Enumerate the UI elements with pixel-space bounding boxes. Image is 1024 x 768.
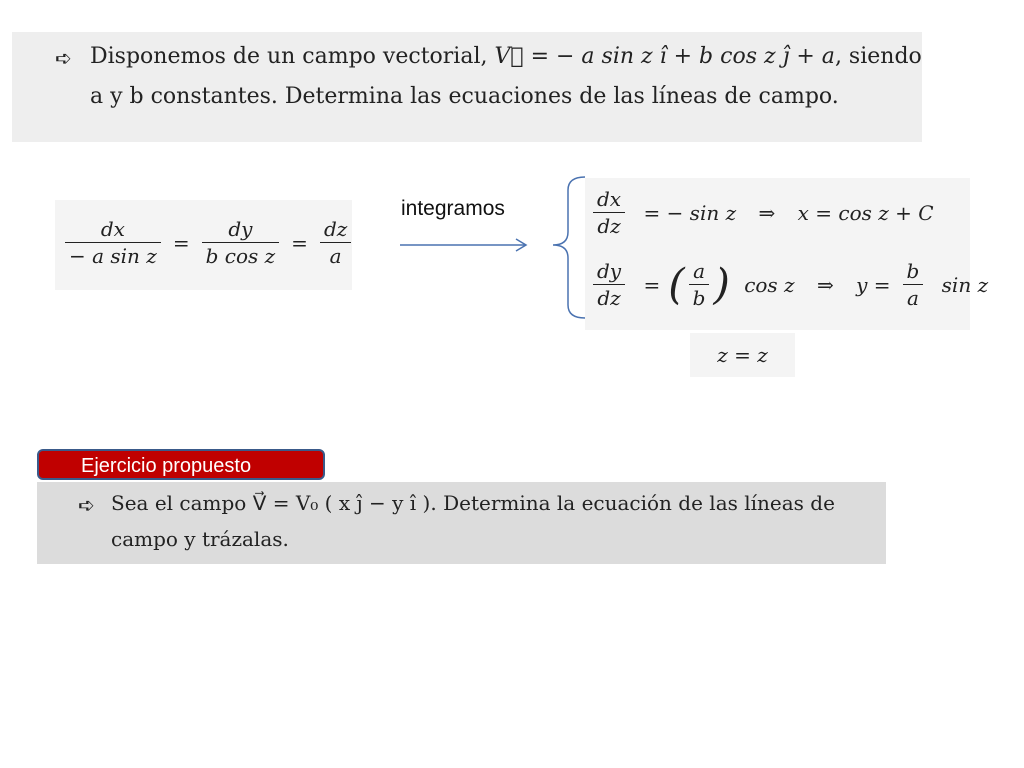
right-arrow-icon: ➪ xyxy=(55,46,72,70)
right-arrow-icon: ➪ xyxy=(78,493,95,517)
problem-line-1: Disponemos de un campo vectorial, V⃗ = − a sin z î + b cos z ĵ + a, siendo xyxy=(90,44,922,69)
fraction: $\frac{dz}{a}$ xyxy=(320,216,351,269)
fraction: $\frac{a}{b}$ xyxy=(689,258,710,311)
exercise-line-2: campo y trázalas. xyxy=(111,527,289,551)
fraction: $\frac{dy}{\text{b cos z}}$ xyxy=(202,216,280,269)
problem-line-2: a y b constantes. Determina las ecuaciones de las líneas de campo. xyxy=(90,84,839,109)
fraction: $\frac{dy}{dz}$ xyxy=(593,258,625,311)
left-equation: $\frac{dx}{\text{− a sin z}}$ = $\frac{dy}{\text{b cos z}}$ = $\frac{dz}{a}$ xyxy=(55,200,352,290)
result-row-2: $\frac{dy}{dz}$ = ( $\frac{a}{b}$ ) cos z ⇒ y = $\frac{b}{a}$ sin z xyxy=(589,258,996,311)
result-row-1: $\frac{dx}{dz}$ = − sin z ⇒ x = cos z + C xyxy=(589,186,942,239)
results-block xyxy=(585,178,989,330)
result-row-3: z = z xyxy=(690,333,795,377)
exercise-line-1: Sea el campo V⃗ = V₀ ( x ĵ − y î ). Determina la ecuación de las líneas de xyxy=(111,491,835,515)
integrate-label: integramos xyxy=(401,197,505,220)
fraction: $\frac{dx}{\text{− a sin z}}$ xyxy=(65,216,161,269)
fraction: $\frac{b}{a}$ xyxy=(903,258,924,311)
exercise-badge: Ejercicio propuesto xyxy=(37,449,325,480)
fraction: $\frac{dx}{dz}$ xyxy=(593,186,625,239)
